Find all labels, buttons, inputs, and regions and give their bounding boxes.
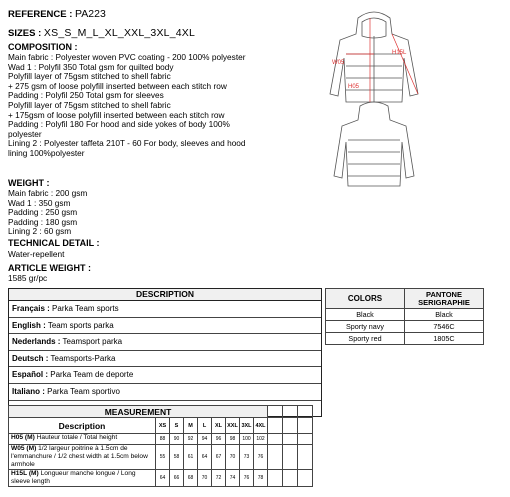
pantone-code: 7546C (405, 321, 484, 333)
pantone-header: PANTONE SERIGRAPHIE (405, 289, 484, 309)
lang-text: Teamsports-Parka (50, 353, 116, 363)
weight-title: WEIGHT : (8, 178, 50, 188)
lang-label: Español : (12, 370, 49, 380)
blank-cell (283, 445, 298, 470)
measurement-value: 100 (240, 434, 254, 445)
composition-lines (8, 53, 253, 159)
technical-title: TECHNICAL DETAIL : (8, 238, 100, 248)
measurement-value: 61 (184, 445, 198, 470)
jacket-technical-drawing (318, 6, 430, 196)
measurement-label (9, 445, 156, 470)
size-header: XL (212, 418, 226, 434)
lang-text: Parka Team de deporte (50, 370, 134, 380)
measurement-text: Hauteur totale / Total height (36, 434, 118, 441)
lang-text: Parka Team sports (52, 304, 119, 313)
composition-line: Padding : Polyfil 180 For hood and side yokes of body 100% polyester (8, 119, 230, 139)
composition-line: Polyfill layer of 75gsm stitched to shell fabric (8, 99, 171, 110)
w05-label: W05 (332, 60, 345, 66)
h05-label: H05 (348, 84, 360, 90)
size-header: 4XL (254, 418, 268, 434)
color-name: Sporty red (326, 333, 405, 345)
blank-cell (268, 434, 283, 445)
measurement-table (8, 405, 313, 487)
measurement-value: 64 (156, 470, 170, 487)
blank-cell (283, 434, 298, 445)
lang-label: English : (12, 320, 46, 330)
blank-cell (283, 470, 298, 487)
measurement-code: H15L (M) (11, 470, 39, 477)
measurement-value: 70 (226, 445, 240, 470)
weight-line: Wad 1 : 350 gsm (8, 197, 71, 208)
description-row (9, 334, 321, 351)
size-header: XXL (226, 418, 240, 434)
weight-line: Padding : 180 gsm (8, 216, 78, 227)
measurement-value: 55 (156, 445, 170, 470)
description-header: Description (9, 418, 156, 434)
lang-label: Français : (12, 304, 50, 313)
blank-cell (268, 470, 283, 487)
size-header: S (170, 418, 184, 434)
measurement-value: 74 (226, 470, 240, 487)
description-row (9, 384, 321, 401)
measurement-value: 94 (198, 434, 212, 445)
blank-cell (298, 418, 313, 434)
colors-table (325, 288, 484, 345)
weight-line: Lining 2 : 60 gsm (8, 226, 72, 237)
weight-line: Padding : 250 gsm (8, 207, 78, 218)
reference-value: PA223 (75, 8, 106, 20)
measurement-value: 102 (254, 434, 268, 445)
size-header: XS (156, 418, 170, 434)
measurement-value: 78 (254, 470, 268, 487)
colors-header: COLORS (326, 289, 405, 309)
measurement-value: 64 (198, 445, 212, 470)
composition-title: COMPOSITION : (8, 42, 78, 52)
measurement-value: 92 (184, 434, 198, 445)
pantone-code: 1805C (405, 333, 484, 345)
h15l-label: H15L (392, 50, 407, 56)
reference (8, 8, 106, 20)
measurement-value: 96 (212, 434, 226, 445)
blank-cell (283, 406, 298, 418)
blank-cell (298, 434, 313, 445)
sizes (8, 27, 195, 39)
color-name: Sporty navy (326, 321, 405, 333)
blank-cell (268, 418, 283, 434)
composition-line: Wad 1 : Polyfil 350 Total gsm for quilted body (8, 61, 174, 72)
blank-cell (268, 406, 283, 418)
measurement-value: 76 (254, 445, 268, 470)
color-name: Black (326, 309, 405, 321)
composition-line: Main fabric : Polyester woven PVC coating - 200 100% polyester (8, 52, 246, 62)
blank-cell (268, 445, 283, 470)
size-header: 3XL (240, 418, 254, 434)
technical-line: Water-repellent (8, 249, 65, 259)
measurement-value: 88 (156, 434, 170, 445)
description-row (9, 351, 321, 368)
measurement-value: 98 (226, 434, 240, 445)
lang-label: Nederlands : (12, 337, 61, 347)
measurement-label (9, 434, 156, 445)
weight-lines (8, 189, 253, 237)
measurement-value: 76 (240, 470, 254, 487)
measurement-title: MEASUREMENT (9, 406, 268, 418)
size-header: L (198, 418, 212, 434)
description-table (8, 288, 322, 417)
article-weight-value: 1585 gr/pc (8, 273, 48, 283)
measurement-text: 1/2 largeur poitrine à 1.5cm de l'emmanchure / 1/2 chest width at 1.5cm below armhole (11, 445, 148, 468)
measurement-value: 72 (212, 470, 226, 487)
composition-line: + 275 gsm of loose polyfill inserted between each stitch row (8, 80, 227, 91)
lang-label: Italiano : (12, 386, 45, 396)
description-row (9, 301, 321, 318)
blank-cell (283, 418, 298, 434)
technical-lines (8, 250, 253, 260)
description-row (9, 318, 321, 335)
measurement-text: Longueur manche longue / Long sleeve length (11, 470, 136, 485)
measurement-value: 67 (212, 445, 226, 470)
measurement-value: 70 (198, 470, 212, 487)
blank-cell (298, 406, 313, 418)
sizes-label: SIZES : (8, 28, 42, 39)
article-weight-title: ARTICLE WEIGHT : (8, 263, 91, 273)
composition-line: Padding : Polyfil 250 Total gsm for sleeves (8, 90, 164, 101)
lang-text: Parka Team sportivo (47, 386, 120, 396)
measurement-value: 66 (170, 470, 184, 487)
weight-line: Main fabric : 200 gsm (8, 188, 88, 198)
composition-line: Lining 2 : Polyester taffeta 210T - 60 For body, sleeves and hood lining 100%polyester (8, 138, 246, 158)
composition-line: Polyfill layer of 75gsm stitched to shell fabric (8, 71, 171, 82)
measurement-value: 68 (184, 470, 198, 487)
blank-cell (298, 470, 313, 487)
description-title: DESCRIPTION (9, 289, 321, 301)
measurement-code: H05 (M) (11, 434, 35, 441)
reference-label: REFERENCE : (8, 9, 73, 20)
measurement-value: 58 (170, 445, 184, 470)
composition-line: + 175gsm of loose polyfill inserted between each stitch row (8, 109, 225, 120)
measurement-code: W05 (M) (11, 445, 37, 452)
blank-cell (298, 445, 313, 470)
sizes-value: XS_S_M_L_XL_XXL_3XL_4XL (43, 27, 196, 39)
size-header: M (184, 418, 198, 434)
lang-text: Team sports parka (47, 320, 114, 330)
lang-label: Deutsch : (12, 353, 49, 363)
description-row (9, 367, 321, 384)
measurement-value: 73 (240, 445, 254, 470)
measurement-label (9, 470, 156, 487)
measurement-value: 90 (170, 434, 184, 445)
lang-text: Teamsport parka (62, 337, 123, 347)
pantone-code: Black (405, 309, 484, 321)
